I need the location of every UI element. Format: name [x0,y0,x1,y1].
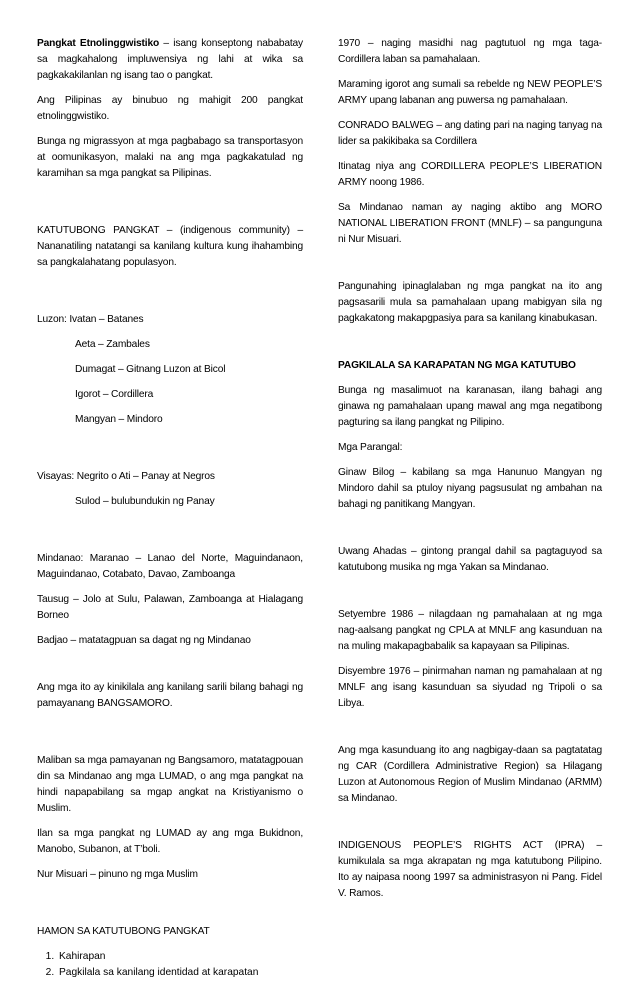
paragraph: Maraming igorot ang sumali sa rebelde ng NEW PEOPLE’S ARMY upang labanan ang puwersa ng pamahalaan. [338,79,602,106]
luzon-heading: Luzon: Ivatan – Batanes [37,314,144,325]
paragraph: Ang Pilipinas ay binubuo ng mahigit 200 pangkat etnolinggwistiko. [37,95,303,122]
paragraph: Setyembre 1986 – nilagdaan ng pamahalaan at ng mga nag-aalsang pangkat ng CPLA at MNLF ang kasunduan na na muling makapagbabalik sa kapayaan sa Pilipinas. [338,609,602,652]
paragraph: Ilan sa mga pangkat ng LUMAD ay ang mga Bukidnon, Manobo, Subanon, at T’boli. [37,828,303,855]
paragraph: Bunga ng masalimuot na karanasan, ilang bahagi ang ginawa ng pamahalaan upang mawal ang mga negatibong pagturing sa ilang pangkat ng Pilipino. [338,385,602,428]
list-item: 2. Pagkilala sa kanilang identidad at karapatan [57,965,303,981]
paragraph: Ang mga ito ay kinikilala ang kanilang sarili bilang bahagi ng pamayanang BANGSAMORO. [37,682,303,709]
paragraph: INDIGENOUS PEOPLE’S RIGHTS ACT (IPRA) – kumikulala sa mga akrapatan ng mga katutubong Pilipino. Ito ay naipasa noong 1997 sa administrasyon ni Pang. Fidel V. Ramos. [338,840,602,899]
paragraph: Pangunahing ipinaglalaban ng mga pangkat na ito ang pagsasarili mula sa pamahalaan upang mabigyan sila ng pagkakatong makapgpasiya para sa kanilang kinabukasan. [338,281,602,324]
paragraph: 1970 – naging masidhi nag pagtutuol ng mga taga-Cordillera laban sa pamahalaan. [338,38,602,65]
pagkilala-heading: PAGKILALA SA KARAPATAN NG MGA KATUTUBO [338,360,576,371]
left-column [37,36,303,981]
paragraph: Maliban sa mga pamayanan ng Bangsamoro, matatagpouan din sa Mindanao ang mga LUMAD, o ang mga pangkat na hindi napapabilang sa mgap angkat na Kristiyanismo o Muslim. [37,755,303,814]
visayas-heading: Visayas: Negrito o Ati – Panay at Negros [37,471,215,482]
paragraph: Ang mga kasunduang ito ang nagbigay-daan sa pagtatatag ng CAR (Cordillera Administrative Region) sa Hilagang Luzon at Autonomous Region of Muslim Mindanao (ARMM) sa Mindanao. [338,745,602,804]
paragraph: Sa Mindanao naman ay naging aktibo ang MORO NATIONAL LIBERATION FRONT (MNLF) – sa pangunguna ni Nur Misuari. [338,202,602,245]
paragraph: Disyembre 1976 – pinirmahan naman ng pamahalaan at ng MNLF ang isang kasunduan sa siyudad ng Tripoli o sa Libya. [338,666,602,709]
right-column [338,36,602,911]
paragraph: Uwang Ahadas – gintong prangal dahil sa pagtaguyod sa katutubong musika ng mga Yakan sa Mindanao. [338,546,602,573]
list-item: Dumagat – Gitnang Luzon at Bicol [75,364,226,375]
katutubong-pangkat-definition: KATUTUBONG PANGKAT – (indigenous community) – Nananatiling natatangi sa kanilang kultura kung ihahambing sa pangkalahatang populasyon. [37,225,303,268]
hamon-list [37,949,303,981]
list-item: Aeta – Zambales [75,339,150,350]
paragraph: Nur Misuari – pinuno ng mga Muslim [37,869,198,880]
list-item: 1. Kahirapan [57,949,303,965]
intro-text: – isang konseptong nababatay sa magkahalong impluwensiya ng lahi at wika sa pagkakakilanlan ng isang tao o pangkat. [37,38,304,81]
paragraph: Bunga ng migrassyon at mga pagbabago sa transportasyon at oomunikasyon, malaki na ang mga pagkakatulad ng karamihan sa mga pangkat sa Pilipinas. [37,136,303,179]
list-item: Igorot – Cordillera [75,389,154,400]
paragraph: Ginaw Bilog – kabilang sa mga Hanunuo Mangyan ng Mindoro dahil sa ptuloy niyang pagsusulat ng ambahan na bahagi ng panitikang Mangyan. [338,467,602,510]
hamon-heading: HAMON SA KATUTUBONG PANGKAT [37,926,210,937]
paragraph: Tausug – Jolo at Sulu, Palawan, Zamboanga at Hialagang Borneo [37,594,303,621]
list-item: Sulod – bulubundukin ng Panay [75,496,215,507]
paragraph: Itinatag niya ang CORDILLERA PEOPLE’S LIBERATION ARMY noong 1986. [338,161,602,188]
intro-paragraph [37,36,303,84]
paragraph: Mga Parangal: [338,442,403,453]
paragraph: CONRADO BALWEG – ang dating pari na naging tanyag na lider sa pakikibaka sa Cordillera [338,120,602,147]
list-item: Mangyan – Mindoro [75,414,163,425]
paragraph: Badjao – matatagpuan sa dagat ng ng Mindanao [37,635,251,646]
intro-term: Pangkat Etnolinggwistiko [37,38,160,49]
mindanao-heading: Mindanao: Maranao – Lanao del Norte, Maguindanaon, Maguindanao, Cotabato, Davao, Zamboanga [37,553,303,580]
